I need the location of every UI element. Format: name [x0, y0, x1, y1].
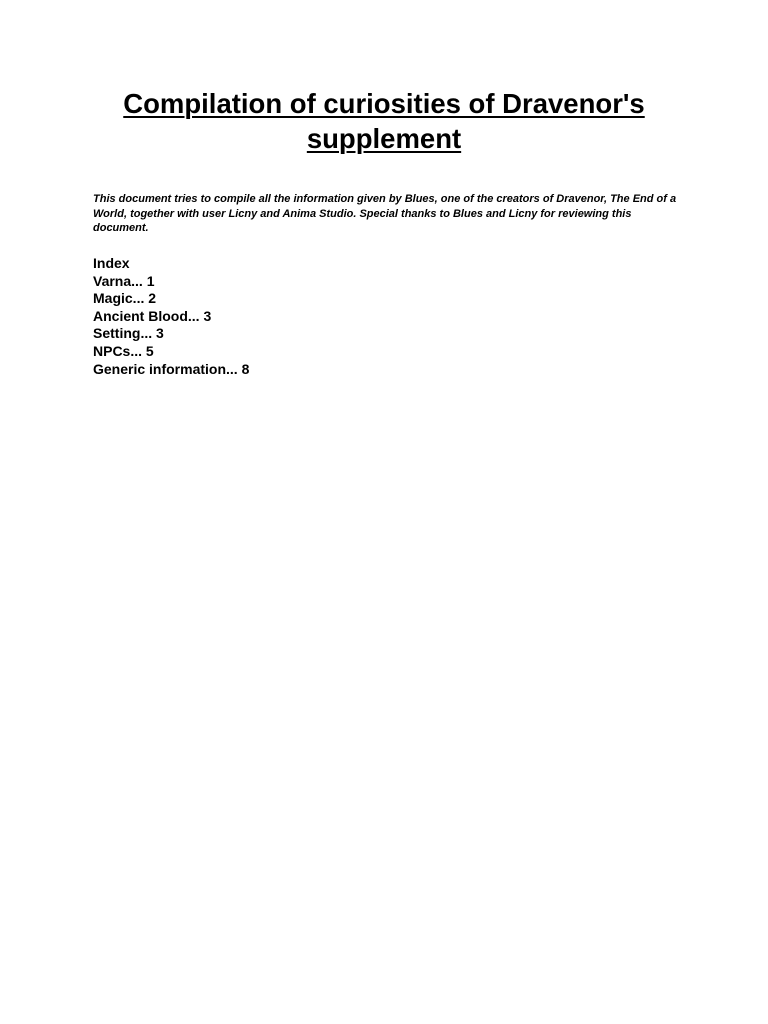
index-item-generic-information: Generic information... 8 — [93, 360, 250, 377]
index-item-magic: Magic... 2 — [93, 290, 157, 307]
intro-paragraph: This document tries to compile all the information given by Blues, one of the creators of Dravenor, The End of a World, together with user Licny and Anima Studio. Special thanks to Blues and Licny for reviewing this document. — [93, 193, 677, 234]
index-item-npcs: NPCs... 5 — [93, 342, 154, 359]
index-item-setting: Setting... 3 — [93, 325, 164, 342]
document-title: Compilation of curiosities of Dravenor's supplement — [123, 88, 645, 154]
index-heading: Index — [93, 255, 130, 271]
index-item-varna: Varna... 1 — [93, 272, 155, 289]
table-of-contents — [93, 255, 493, 378]
index-item-ancient-blood: Ancient Blood... 3 — [93, 307, 212, 324]
